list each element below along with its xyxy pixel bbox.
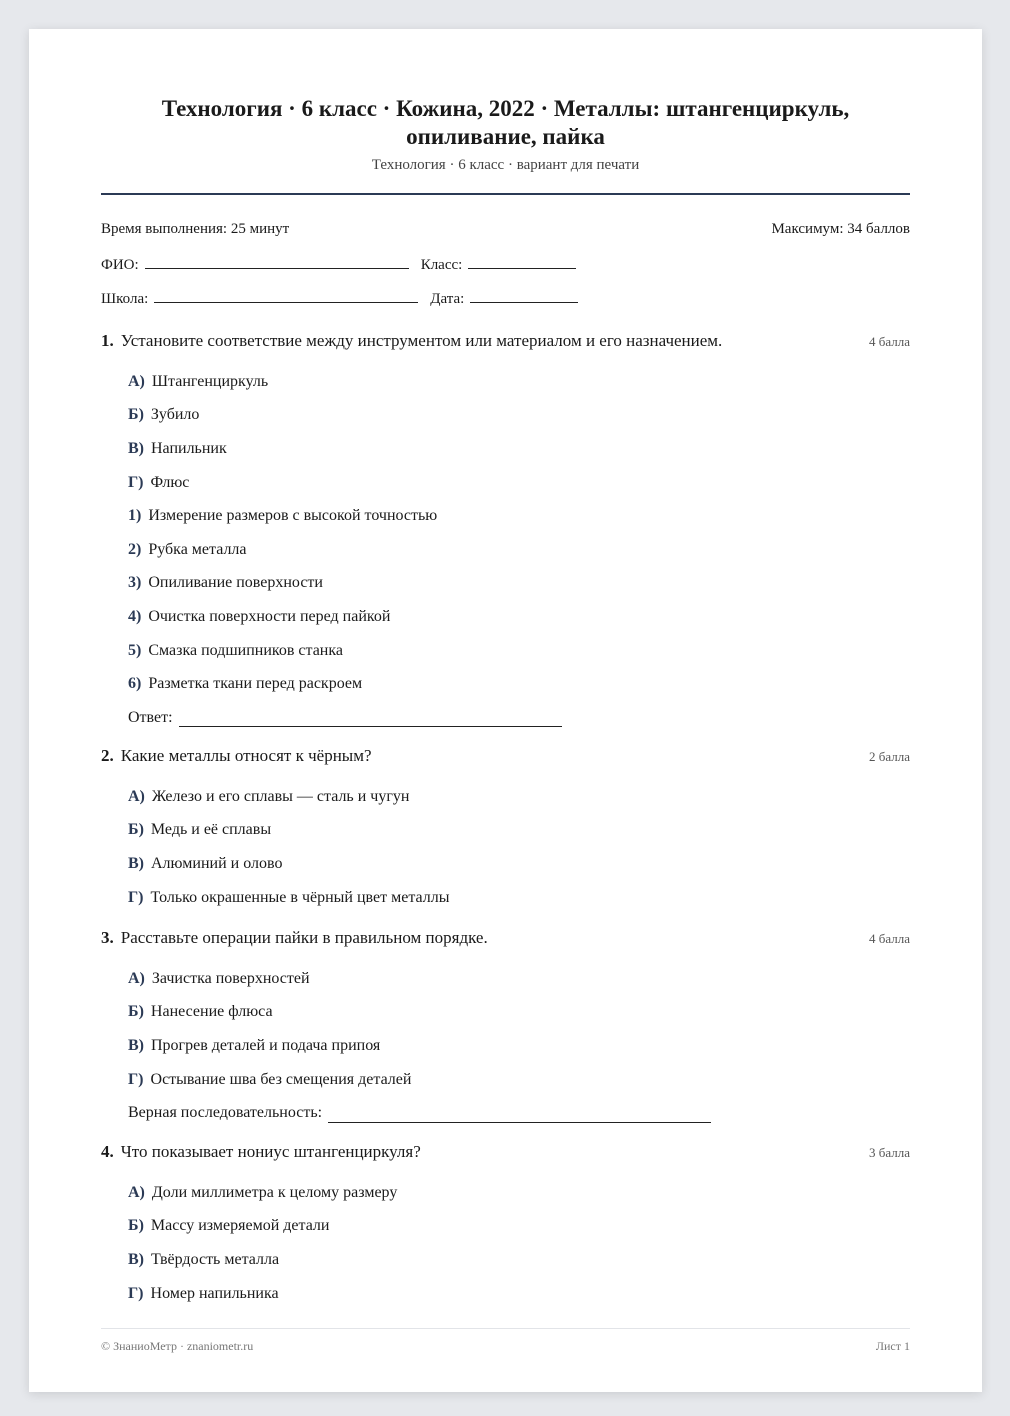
option-item bbox=[128, 600, 910, 634]
option-item bbox=[128, 634, 910, 668]
option-text: Рубка металла bbox=[148, 540, 247, 558]
question-header bbox=[101, 746, 910, 780]
option-label: Б) bbox=[128, 821, 144, 839]
option-label: В) bbox=[128, 1036, 144, 1054]
answer-field[interactable] bbox=[179, 712, 562, 727]
option-text: Опиливание поверхности bbox=[148, 574, 323, 592]
option-text: Остывание шва без смещения деталей bbox=[150, 1070, 412, 1088]
option-text: Доли миллиметра к целому размеру bbox=[151, 1183, 398, 1201]
class-field[interactable] bbox=[468, 254, 576, 269]
footer-copyright: © ЗнаниоМетр · znaniometr.ru bbox=[101, 1339, 254, 1353]
option-item[interactable] bbox=[128, 1210, 910, 1244]
option-label: 3) bbox=[128, 574, 142, 592]
option-label: Г) bbox=[128, 888, 144, 906]
option-text: Массу измеряемой детали bbox=[150, 1217, 330, 1235]
option-text: Зачистка поверхностей bbox=[151, 969, 310, 987]
option-text: Флюс bbox=[150, 473, 190, 491]
option-text: Только окрашенные в чёрный цвет металлы bbox=[150, 888, 450, 906]
question-points: 3 балла bbox=[869, 1145, 910, 1160]
time-limit: Время выполнения: 25 минут bbox=[101, 221, 290, 237]
option-text: Напильник bbox=[151, 439, 227, 457]
answer-label: Верная последовательность: bbox=[128, 1104, 323, 1122]
question-header bbox=[101, 928, 910, 962]
answer-label: Ответ: bbox=[128, 708, 173, 726]
date-label: Дата: bbox=[430, 291, 465, 307]
question-header bbox=[101, 331, 910, 365]
option-item[interactable] bbox=[128, 847, 910, 881]
option-label: 1) bbox=[128, 507, 142, 525]
option-item[interactable] bbox=[128, 1277, 910, 1311]
question-number: 4. bbox=[101, 1142, 114, 1161]
option-item[interactable] bbox=[128, 814, 910, 848]
option-text: Номер напильника bbox=[150, 1284, 279, 1302]
option-text: Зубило bbox=[150, 406, 200, 424]
header-divider bbox=[101, 193, 910, 195]
question-number: 3. bbox=[101, 928, 114, 947]
answer-row bbox=[128, 701, 910, 735]
question-4 bbox=[101, 1142, 910, 1310]
sheet-number: Лист 1 bbox=[875, 1339, 910, 1353]
option-item[interactable] bbox=[128, 881, 910, 915]
option-item[interactable] bbox=[128, 1243, 910, 1277]
meta-info-row bbox=[101, 221, 910, 238]
question-points: 2 балла bbox=[869, 749, 910, 764]
option-label: 4) bbox=[128, 607, 142, 625]
question-number: 1. bbox=[101, 331, 114, 350]
option-label: А) bbox=[128, 1183, 145, 1201]
option-item bbox=[128, 667, 910, 701]
option-item bbox=[128, 1063, 910, 1097]
question-text: Какие металлы относят к чёрным? bbox=[120, 746, 372, 765]
option-label: А) bbox=[128, 787, 145, 805]
option-text: Медь и её сплавы bbox=[150, 821, 272, 839]
option-label: Б) bbox=[128, 1217, 144, 1235]
option-label: Г) bbox=[128, 1070, 144, 1088]
page-footer bbox=[101, 1339, 910, 1354]
option-label: В) bbox=[128, 854, 144, 872]
question-text: Установите соответствие между инструментом или материалом и его назначением. bbox=[120, 331, 723, 350]
footer-divider bbox=[101, 1328, 910, 1329]
option-text: Измерение размеров с высокой точностью bbox=[148, 507, 438, 525]
option-item bbox=[128, 499, 910, 533]
fio-field[interactable] bbox=[145, 254, 409, 269]
option-item[interactable] bbox=[128, 780, 910, 814]
option-item bbox=[128, 365, 910, 399]
max-score: Максимум: 34 баллов bbox=[771, 221, 910, 237]
option-item bbox=[128, 533, 910, 567]
option-label: Г) bbox=[128, 473, 144, 491]
option-label: 2) bbox=[128, 540, 142, 558]
option-item bbox=[128, 1029, 910, 1063]
option-text: Алюминий и олово bbox=[151, 854, 283, 872]
option-label: Г) bbox=[128, 1284, 144, 1302]
option-text: Железо и его сплавы — сталь и чугун bbox=[151, 787, 410, 805]
option-label: Б) bbox=[128, 1003, 144, 1021]
question-1 bbox=[101, 331, 910, 735]
option-label: В) bbox=[128, 1250, 144, 1268]
school-label: Школа: bbox=[101, 291, 149, 307]
class-label: Класс: bbox=[420, 257, 463, 273]
option-text: Очистка поверхности перед пайкой bbox=[148, 607, 391, 625]
option-label: Б) bbox=[128, 406, 144, 424]
option-label: В) bbox=[128, 439, 144, 457]
option-item bbox=[128, 962, 910, 996]
option-item[interactable] bbox=[128, 1176, 910, 1210]
answer-row bbox=[128, 1096, 910, 1130]
option-item bbox=[128, 466, 910, 500]
option-label: А) bbox=[128, 969, 145, 987]
option-text: Нанесение флюса bbox=[150, 1003, 273, 1021]
worksheet-page bbox=[29, 29, 982, 1392]
question-header bbox=[101, 1142, 910, 1176]
fio-label: ФИО: bbox=[101, 257, 139, 273]
student-name-row bbox=[101, 254, 910, 274]
option-text: Штангенциркуль bbox=[151, 372, 269, 390]
option-item bbox=[128, 567, 910, 601]
question-points: 4 балла bbox=[869, 334, 910, 349]
school-date-row bbox=[101, 288, 910, 308]
option-text: Разметка ткани перед раскроем bbox=[148, 675, 363, 693]
question-2 bbox=[101, 746, 910, 914]
date-field[interactable] bbox=[470, 288, 578, 303]
option-label: 6) bbox=[128, 675, 142, 693]
question-3 bbox=[101, 928, 910, 1130]
question-points: 4 балла bbox=[869, 931, 910, 946]
school-field[interactable] bbox=[154, 288, 418, 303]
option-label: 5) bbox=[128, 641, 142, 659]
option-item bbox=[128, 399, 910, 433]
option-text: Смазка подшипников станка bbox=[148, 641, 343, 659]
answer-field[interactable] bbox=[328, 1108, 711, 1123]
option-text: Твёрдость металла bbox=[151, 1250, 280, 1268]
option-item bbox=[128, 432, 910, 466]
option-label: А) bbox=[128, 372, 145, 390]
question-text: Что показывает нониус штангенциркуля? bbox=[120, 1142, 421, 1161]
page-title: Технология · 6 класс · Кожина, 2022 · Металлы: штангенциркуль, опиливание, пайка bbox=[161, 96, 850, 149]
page-subtitle: Технология · 6 класс · вариант для печати bbox=[371, 157, 640, 173]
question-text: Расставьте операции пайки в правильном порядке. bbox=[120, 928, 488, 947]
option-item bbox=[128, 996, 910, 1030]
question-number: 2. bbox=[101, 746, 114, 765]
option-text: Прогрев деталей и подача припоя bbox=[151, 1036, 381, 1054]
